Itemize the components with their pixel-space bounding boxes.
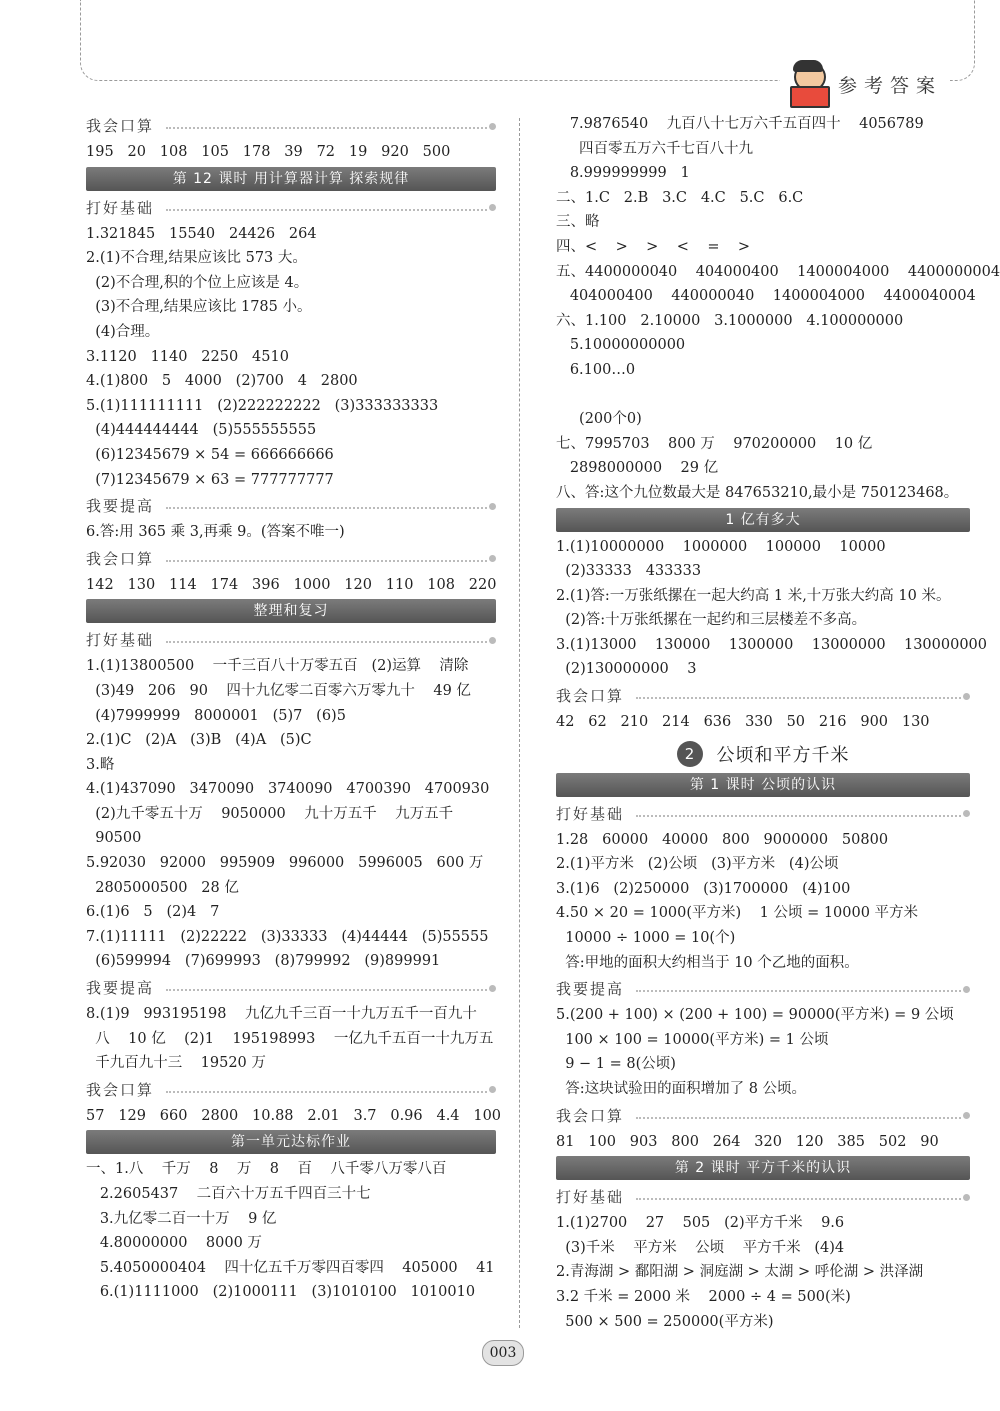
subheading-label: 我会口算 [86,1080,155,1099]
answer-line: (2)不合理,积的个位上应该是 4。 [86,274,309,291]
subheading-label: 打好基础 [86,631,155,650]
answer-line: 二、1.C 2.B 3.C 4.C 5.C 6.C [556,189,804,206]
answer-line: 142 130 114 174 396 1000 120 110 108 220 [86,576,497,593]
dot-marker [963,986,970,993]
dot-marker [489,637,496,644]
lesson-title-bar: 第一单元达标作业 [86,1130,496,1154]
section-subheading [86,492,496,520]
dot-marker [963,1194,970,1201]
page-number: 003 [482,1340,524,1366]
answer-line: 3.九亿零二百一十万 9 亿 [86,1210,277,1227]
answer-line: 6.(1)1111000 (2)1000111 (3)1010100 1010010 [86,1284,476,1301]
answer-line: 2.(1)不合理,结果应该比 573 大。 [86,250,307,267]
answer-line: 八 10 亿 (2)1 195198993 一亿九千五百一十九万五 [86,1030,494,1047]
dot-marker [489,1086,496,1093]
answer-line: 195 20 108 105 178 39 72 19 920 500 [86,144,451,160]
dot-marker [963,810,970,817]
answer-line: 8.999999999 1 [556,165,690,182]
dot-marker [489,555,496,562]
answer-line: (7)12345679 × 63 = 777777777 [86,471,334,488]
answer-line: 五、4400000040 404000400 1400004000 4400000004 [556,263,1000,280]
answer-line: 2.青海湖 > 鄱阳湖 > 洞庭湖 > 太湖 > 呼伦湖 > 洪泽湖 [556,1264,924,1281]
dotted-rule [166,209,487,211]
answer-line: (4)444444444 (5)555555555 [86,422,317,439]
dotted-rule [636,990,961,992]
answer-line: 5.92030 92000 995909 996000 5996005 600 万 [86,855,484,872]
answer-line: 答:甲地的面积大约相当于 10 个乙地的面积。 [556,954,859,971]
lesson-title-bar: 1 亿有多大 [556,508,970,532]
subheading-label: 我要提高 [556,980,625,999]
answer-line: 100 × 100 = 10000(平方米) = 1 公顷 [556,1031,829,1048]
lesson-title-bar: 第 1 课时 公顷的认识 [556,773,970,797]
answer-line: 404000400 440000040 1400004000 4400040004 [556,288,976,305]
answer-line: 千九百九十三 19520 万 [86,1055,266,1072]
dot-marker [963,693,970,700]
section-subheading [86,112,496,140]
answer-line: 4.(1)437090 3470090 3740090 4700390 4700930 [86,781,490,798]
subheading-label: 我要提高 [86,979,155,998]
header-title: 参考答案 [837,74,942,97]
answer-line: 500 × 500 = 250000(平方米) [556,1313,774,1330]
answer-line: 2.(1)C (2)A (3)B (4)A (5)C [86,732,312,749]
unit-heading [556,737,970,771]
answer-line: (3)49 206 90 四十九亿零二百零六万零九十 49 亿 [86,682,471,699]
dotted-rule [166,641,487,643]
answer-line: 八、答:这个九位数最大是 847653210,最小是 750123468。 [556,484,959,501]
answer-line: 4.80000000 8000 万 [86,1235,262,1252]
section-subheading [86,545,496,573]
subheading-label: 我会口算 [556,687,625,706]
answer-line: 1.(1)13800500 一千三百八十万零五百 (2)运算 清除 [86,658,469,675]
answer-line: 5.10000000000 [556,337,686,354]
answer-line [556,383,970,408]
answer-line: 7.(1)11111 (2)22222 (3)33333 (4)44444 (5)55555 [86,928,489,945]
answer-line: (2)答:十万张纸摞在一起约和三层楼差不多高。 [556,612,867,629]
answer-line: 5.(200 + 100) × (200 + 100) = 90000(平方米) = 9 公顷 [556,1007,954,1024]
answer-line: (4)合理。 [86,323,160,340]
reading-kid-icon [788,62,828,106]
answer-line: 六、1.100 2.10000 3.1000000 4.100000000 [556,312,904,329]
right-column [556,112,1000,1334]
answer-line: 10000 ÷ 1000 = 10(个) [556,930,736,947]
answer-line: (2)九千零五十万 9050000 九十万五千 九万五千 [86,805,454,822]
dotted-rule [636,1198,961,1200]
answer-line: 5.4050000404 四十亿五千万零四百零四 405000 41 [86,1259,495,1276]
column-divider [519,118,520,1328]
subheading-label: 我会口算 [556,1106,625,1125]
answer-line: 6.(1)6 5 (2)4 7 [86,904,220,921]
answer-line: 7.9876540 九百八十七万六千五百四十 4056789 [556,116,924,132]
subheading-label: 打好基础 [556,1188,625,1207]
answer-line: 1.321845 15540 24426 264 [86,225,317,242]
answer-line: 57 129 660 2800 10.88 2.01 3.7 0.96 4.4 100 [86,1107,502,1124]
answer-line: 4.50 × 20 = 1000(平方米) 1 公顷 = 10000 平方米 [556,905,919,922]
answer-line: 3.2 千米 = 2000 米 2000 ÷ 4 = 500(米) [556,1288,851,1305]
answer-line: (2)33333 433333 [556,563,702,580]
section-subheading [556,800,970,828]
dot-marker [489,204,496,211]
answer-line: 81 100 903 800 264 320 120 385 502 90 [556,1133,939,1150]
answer-line: 3.略 [86,756,115,773]
answer-line: 3.(1)6 (2)250000 (3)1700000 (4)100 [556,880,851,897]
dotted-rule [166,989,487,991]
answer-line: (3)不合理,结果应该比 1785 小。 [86,299,312,316]
subheading-label: 打好基础 [86,198,155,217]
answer-line: 3.(1)13000 130000 1300000 13000000 130000000 [556,636,988,653]
page-header [780,62,950,106]
dotted-rule [166,560,487,562]
answer-line: 三、略 [556,214,600,231]
dot-marker [489,503,496,510]
answer-line: (6)12345679 × 54 = 666666666 [86,446,334,463]
answer-line: 6.100…0 [556,361,636,378]
dotted-rule [166,127,487,129]
answer-line: 四、< > > < = > [556,238,751,255]
answer-line: 6.答:用 365 乘 3,再乘 9。(答案不唯一) [86,524,345,541]
answer-line: 5.(1)111111111 (2)222222222 (3)333333333 [86,397,439,414]
answer-line: 9 − 1 = 8(公顷) [556,1056,676,1073]
answer-line: 七、7995703 800 万 970200000 10 亿 [556,435,873,452]
answer-line: 2898000000 29 亿 [556,460,719,477]
lesson-title-bar: 整理和复习 [86,599,496,623]
answer-line: 1.(1)2700 27 505 (2)平方千米 9.6 [556,1215,845,1232]
answer-line: (4)7999999 8000001 (5)7 (6)5 [86,707,346,724]
answer-line: 1.(1)10000000 1000000 100000 10000 [556,538,886,555]
answer-line: 2.(1)答:一万张纸摞在一起大约高 1 米,十万张大约高 10 米。 [556,587,951,604]
answer-line: 4.(1)800 5 4000 (2)700 4 2800 [86,373,358,390]
answer-line: 3.1120 1140 2250 4510 [86,348,289,365]
unit-number-badge: 2 [677,741,703,767]
answer-line: (200个0) [556,411,642,428]
answer-line: 一、1.八 千万 8 万 8 百 八千零八万零八百 [86,1161,447,1178]
section-subheading [556,682,970,710]
section-subheading [86,1076,496,1104]
answer-line: (6)599994 (7)699993 (8)799992 (9)899991 [86,953,441,970]
section-subheading [86,194,496,222]
answer-line: 答:这块试验田的面积增加了 8 公顷。 [556,1081,807,1097]
answer-line: 90500 [86,830,142,847]
section-subheading [556,975,970,1003]
dotted-rule [636,815,961,817]
dotted-rule [636,1117,961,1119]
answer-line: 2805000500 28 亿 [86,879,239,896]
dotted-rule [636,697,961,699]
answer-line: 2.(1)平方米 (2)公顷 (3)平方米 (4)公顷 [556,856,839,873]
lesson-title-bar: 第 12 课时 用计算器计算 探索规律 [86,167,496,191]
dot-marker [489,123,496,130]
subheading-label: 我要提高 [86,497,155,516]
subheading-label: 打好基础 [556,804,625,823]
answer-line: 2.2605437 二百六十万五千四百三十七 [86,1186,371,1202]
section-subheading [556,1183,970,1211]
answer-line: 1.28 60000 40000 800 9000000 50800 [556,831,889,848]
answer-line: 8.(1)9 993195198 九亿九千三百一十九万五千一百九十 [86,1006,477,1023]
section-subheading [86,974,496,1002]
dotted-rule [166,1091,487,1093]
answer-line: 四百零五万六千七百八十九 [556,140,754,157]
dot-marker [489,985,496,992]
subheading-label: 我会口算 [86,549,155,568]
left-column [86,112,502,1305]
section-subheading [86,626,496,654]
answer-line: (3)千米 平方米 公顷 平方千米 (4)4 [556,1239,845,1256]
lesson-title-bar: 第 2 课时 平方千米的认识 [556,1156,970,1180]
subheading-label: 我会口算 [86,117,155,135]
section-subheading [556,1102,970,1130]
answer-line: 42 62 210 214 636 330 50 216 900 130 [556,714,930,731]
dot-marker [963,1112,970,1119]
dotted-rule [166,507,487,509]
unit-title: 公顷和平方千米 [716,744,850,766]
answer-line: (2)130000000 3 [556,661,697,678]
